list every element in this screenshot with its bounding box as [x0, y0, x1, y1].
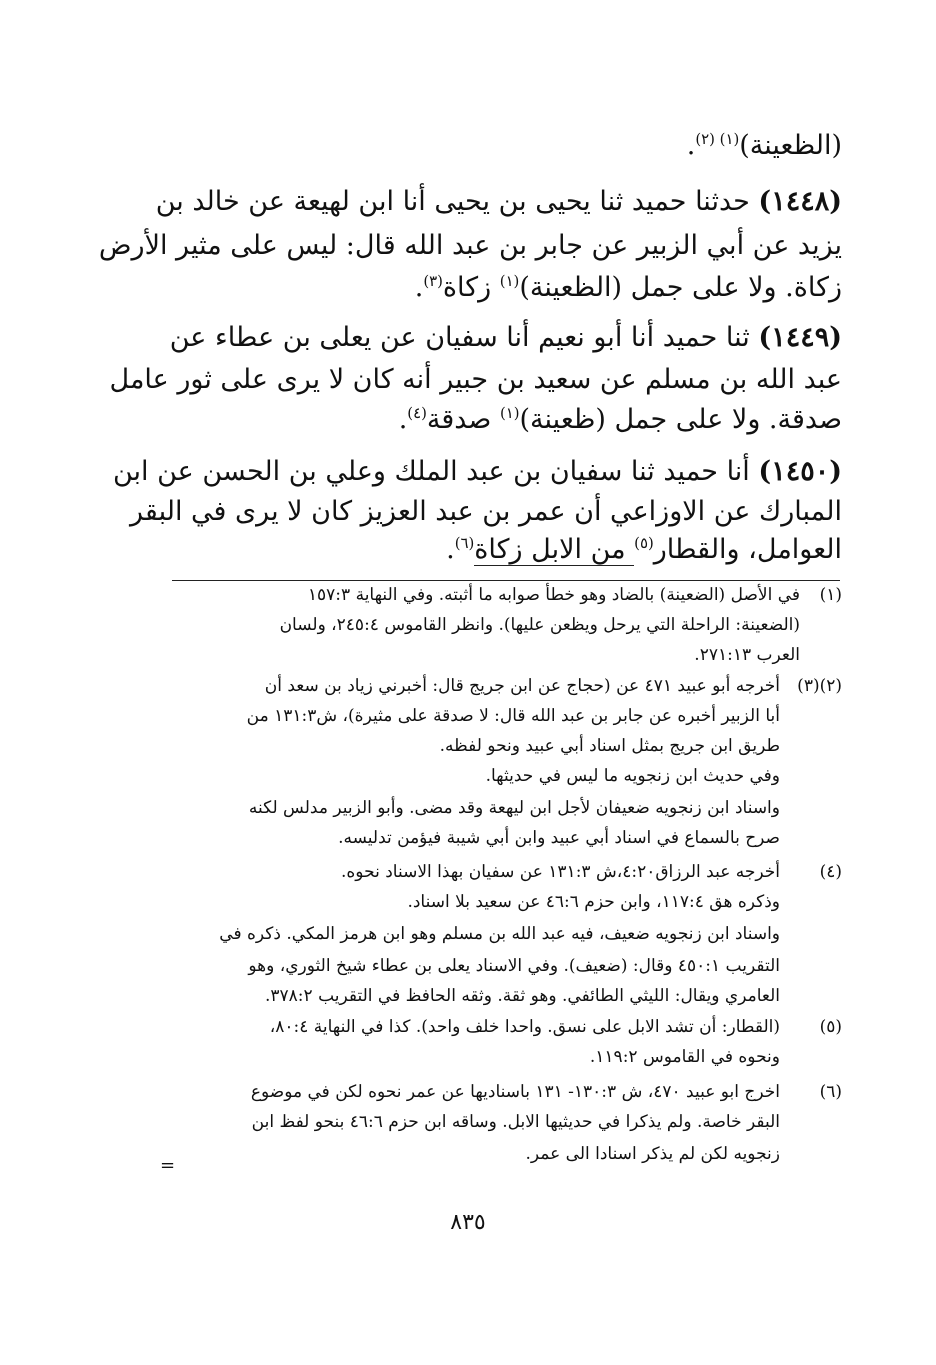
- footnote-text: (الضعينة: الراحلة التي يرحل ويظعن عليها). وانظر القاموس ٢٤٥:٤، ولسان: [279, 615, 800, 635]
- paragraph-text: عبد الله بن مسلم عن سعيد بن جبير أنه كان لا يرى على ثور عامل: [109, 364, 842, 395]
- footnote-text: التقريب ٤٥٠:١ وقال: (ضعيف). وفي الاسناد يعلى بن عطاء شيخ الثوري، وهو: [248, 956, 780, 976]
- paragraph-1448-line-1: [156, 186, 842, 217]
- footnote-text: اخرج ابو عبيد ٤٧٠، ش ١٣٠:٣- ١٣١ باسناديها عن عمر نحوه لكن في موضوع: [250, 1082, 780, 1102]
- footnote-marker: (٤): [819, 862, 842, 882]
- footnote-ref: (٦): [454, 534, 475, 552]
- footnote-ref: (١): [499, 404, 520, 422]
- header-line: [687, 130, 842, 161]
- footnote-marker: (٢)(٣): [797, 676, 842, 696]
- footnote-text: أخرجه أبو عبيد ٤٧١ عن (حجاج عن ابن جريج قال: أخبرني زياد بن سعد أن: [264, 676, 780, 696]
- footnote-text: طريق ابن جريج بمثل اسناد أبي عبيد ونحو لفظه.: [439, 736, 780, 756]
- footnote-text: واسناد ابن زنجويه ضعيفان لأجل ابن ليهعة وقد مضى. وأبو الزبير مدلس لكنه: [248, 798, 780, 818]
- hadith-number: (١٤٥٠): [758, 456, 842, 487]
- footnote-text: وذكره هق ١١٧:٤، وابن حزم ٤٦:٦ عن سعيد بلا اسناد.: [407, 892, 780, 912]
- paragraph-1449-line-3: [399, 404, 842, 435]
- header-text: (الظعينة): [739, 130, 842, 161]
- footnote-text: واسناد ابن زنجويه ضعيف، فيه عبد الله بن مسلم وهو ابن هرمز المكي. ذكره في: [219, 924, 780, 944]
- paragraph-text: المبارك عن الاوزاعي أن عمر بن عبد العزيز كان لا يرى في البقر: [130, 496, 842, 527]
- paragraph-1450-line-3: [446, 534, 842, 565]
- paragraph-text: ثنا حميد أنا أبو نعيم أنا سفيان عن يعلى بن عطاء عن: [169, 322, 750, 353]
- paragraph-1448-line-3: [415, 272, 842, 303]
- footnote-text: (القطار: أن تشد الابل على نسق. واحدا خلف واحد). كذا في النهاية ٨٠:٤،: [269, 1017, 780, 1037]
- paragraph-1449-line-1: [170, 322, 842, 353]
- footnote-ref: (٣): [423, 272, 443, 290]
- footnote-2-3: [92, 676, 842, 861]
- footnote-text: في الأصل (الضعينة) بالضاد وهو خطأ صوابه ما أثبته. وفي النهاية ١٥٧:٣: [307, 585, 800, 605]
- paragraph-text: حدثنا حميد ثنا يحيى بن يحيى أنا ابن لهيعة عن خالد بن: [155, 186, 750, 217]
- footnote-marker: (٥): [819, 1017, 842, 1037]
- paragraph-text: زكاة: [442, 272, 500, 303]
- paragraph-text: صدقة. ولا على جمل (ظعينة): [519, 404, 842, 435]
- paragraph-text: .: [414, 272, 424, 303]
- footnote-text: وفي حديث ابن زنجويه ما ليس في حديثها.: [485, 766, 780, 786]
- paragraph-text: العوامل، والقطار: [653, 534, 842, 565]
- footnote-text: زنجويه لكن لم يذكر اسنادا الى عمر.: [525, 1144, 780, 1164]
- paragraph-text: صدقة: [426, 404, 500, 435]
- footnote-6: [92, 1082, 842, 1177]
- paragraph-1450-line-2: [130, 496, 842, 527]
- footnote-5: [92, 1017, 842, 1079]
- hadith-number: (١٤٤٩): [758, 322, 842, 353]
- footnote-text: البقر خاصة. ولم يذكرا في حديثيها الابل. وساقه ابن حزم ٤٦:٦ بنحو لفظ ابن: [251, 1112, 780, 1132]
- paragraph-text: من الابل زكاة: [474, 534, 635, 565]
- paragraph-text: يزيد عن أبي الزبير عن جابر بن عبد الله قال: ليس على مثير الأرض: [98, 230, 842, 261]
- page-number: ٨٣٥: [450, 1210, 486, 1235]
- footnote-text: العرب ٢٧١:١٣.: [694, 645, 800, 665]
- footnote-ref: (١): [499, 272, 520, 290]
- paragraph-text: .: [398, 404, 408, 435]
- hadith-number: (١٤٤٨): [758, 186, 842, 217]
- footnote-text: صرح بالسماع في اسناد أبي عبيد وابن أبي شيبة فيؤمن تدليسه.: [338, 828, 780, 848]
- footnote-ref: (٤): [407, 404, 427, 422]
- footnote-marker: (١): [819, 585, 842, 605]
- footnote-1: [92, 585, 842, 675]
- header-footnote-ref: (١) (٢): [695, 130, 740, 148]
- footnote-4: [92, 862, 842, 1012]
- footnote-ref: (٥): [634, 534, 654, 552]
- header-tail: .: [686, 130, 696, 161]
- paragraph-text: .: [446, 534, 455, 565]
- footnote-text: ونحوه في القاموس ١١٩:٢.: [589, 1047, 780, 1067]
- paragraph-text: أنا حميد ثنا سفيان بن عبد الملك وعلي بن الحسن عن ابن: [112, 456, 750, 487]
- footnote-text: أبا الزبير أخبره عن جابر بن عبد الله قال: لا صدقة على مثيرة)، ش١٣١:٣ من: [246, 706, 780, 726]
- footnote-text: العامري ويقال: الليثي الطائفي. وهو ثقة. وثقه الحافظ في التقريب ٣٧٨:٢.: [265, 986, 780, 1006]
- footnote-text: أخرجه عبد الرزاق٤:٢٠،ش ١٣١:٣ عن سفيان بهذا الاسناد نحوه.: [341, 862, 780, 882]
- footnote-marker: (٦): [819, 1082, 842, 1102]
- paragraph-1450-line-1: [113, 456, 842, 487]
- footnote-separator: [172, 580, 840, 581]
- margin-continuation-mark: =: [160, 1155, 176, 1176]
- paragraph-1448-line-2: [99, 230, 842, 261]
- paragraph-text: زكاة. ولا على جمل (الظعينة): [519, 272, 842, 303]
- paragraph-1449-line-2: [110, 364, 842, 395]
